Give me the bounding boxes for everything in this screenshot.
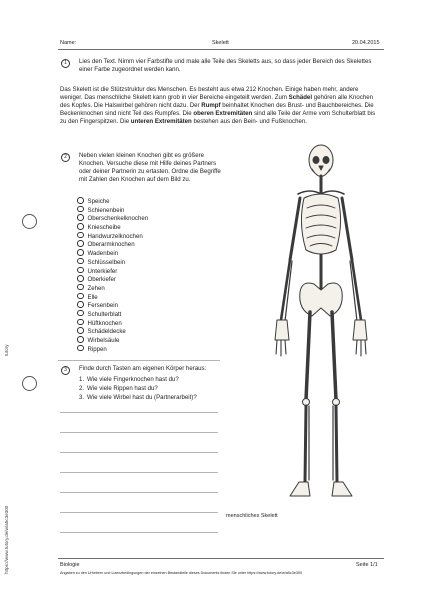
sidebar-brand: tutory: [4, 344, 9, 356]
term-item: [77, 336, 148, 345]
term-item: [77, 249, 148, 258]
left-kneecap-shape: [303, 399, 310, 406]
answer-line[interactable]: [60, 512, 218, 513]
term-obere-extremitaeten: oberen Extremitäten: [193, 110, 253, 118]
question-number: 1.: [79, 376, 85, 383]
number-circle-icon[interactable]: [77, 293, 84, 300]
right-humerus-shape: [342, 198, 352, 260]
question-text: Wie viele Fingerknochen hast du?: [87, 376, 179, 383]
term-item: [77, 284, 148, 293]
number-circle-icon[interactable]: [77, 197, 84, 204]
term-label: Schlüsselbein: [87, 258, 126, 266]
term-item: [77, 197, 148, 206]
number-circle-icon[interactable]: [77, 310, 84, 317]
term-item: [77, 214, 148, 223]
term-label: Zehen: [87, 284, 105, 292]
term-label: Oberschenkelknochen: [87, 215, 149, 223]
number-circle-icon[interactable]: [77, 240, 84, 247]
term-list: [77, 197, 148, 353]
question-item: [79, 375, 197, 384]
task-number-1: 1: [61, 59, 70, 68]
number-circle-icon[interactable]: [77, 301, 84, 308]
task3-rule: [58, 360, 220, 361]
term-label: Schienenbein: [87, 206, 125, 214]
footer-license: Angaben zu den Urhebern und Lizenzbedingungen der einzelnen Bestandteile dieses Dokuments finden Sie unter https://www.tutory.de/w/a5c3e300: [60, 571, 303, 575]
answer-line[interactable]: [60, 532, 218, 533]
term-label: Schulterblatt: [87, 310, 122, 318]
sidebar-url: https://www.tutory.de/w/a5c3e300: [4, 505, 9, 574]
left-foot-shape: [290, 482, 310, 496]
question-text: Wie viele Rippen hast du?: [87, 385, 158, 392]
answer-line[interactable]: [60, 432, 218, 433]
right-tibia-shape: [336, 406, 337, 482]
term-item: [77, 267, 148, 276]
right-kneecap-shape: [333, 399, 340, 406]
term-untere-extremitaeten: unteren Extremitäten: [130, 118, 192, 126]
left-tibia-shape: [305, 406, 306, 482]
number-circle-icon[interactable]: [77, 319, 84, 326]
header-rule: [58, 49, 384, 50]
answer-line[interactable]: [60, 412, 218, 413]
term-item: [77, 232, 148, 241]
number-circle-icon[interactable]: [77, 327, 84, 334]
term-rumpf: Rumpf: [201, 102, 221, 110]
punch-hole-top: [22, 214, 37, 229]
term-item: [77, 310, 148, 319]
left-humerus-shape: [290, 198, 300, 260]
number-circle-icon[interactable]: [77, 275, 84, 282]
skeleton-illustration: [268, 142, 374, 508]
question-number: 2.: [79, 385, 85, 392]
term-item: [77, 240, 148, 249]
term-label: Handwurzelknochen: [87, 232, 143, 240]
answer-line[interactable]: [60, 472, 218, 473]
intro-paragraph: Das Skelett ist die Stützstruktur des Menschen. Es besteht aus etwa 212 Knochen. Einige haben mehr, andere weniger. Das menschliche Skelett kann grob in vier Bereiche eingeteilt werden. Zum Schädel gehören alle Knochen des Kopfes. Die Halswirbel gehören nicht dazu. Der Rumpf beinhaltet Knochen des Brust- und Bauchbereiches. Die Beckenknochen sind nicht Teil des Rumpfes. Die oberen Extremitäten sind alle Teile der Arme vom Schulterblatt bis zu den Fingerspitzen. Die unteren Extremitäten bestehen aus den Bein- und Fußknochen.: [60, 86, 376, 126]
number-circle-icon[interactable]: [77, 267, 84, 274]
number-circle-icon[interactable]: [77, 284, 84, 291]
number-circle-icon[interactable]: [77, 223, 84, 230]
question-number: 3.: [79, 394, 85, 401]
term-item: [77, 345, 148, 354]
term-label: Fersenbein: [87, 302, 118, 310]
term-label: Oberarmknochen: [87, 241, 135, 249]
name-label: Name:: [60, 40, 77, 46]
number-circle-icon[interactable]: [77, 258, 84, 265]
number-circle-icon[interactable]: [77, 214, 84, 221]
number-circle-icon[interactable]: [77, 336, 84, 343]
footer-subject: Biologie: [60, 562, 80, 568]
right-femur-shape: [332, 312, 336, 400]
answer-line[interactable]: [60, 452, 218, 453]
task2-text: Neben vielen kleinen Knochen gibt es größere Knochen. Versuche diese mit Hilfe deines Partners oder deiner Partnerin zu ertasten. Ordne die Begriffe mit Zahlen den Knochen auf dem Bild zu.: [79, 152, 221, 184]
question-item: [79, 393, 197, 402]
term-item: [77, 223, 148, 232]
number-circle-icon[interactable]: [77, 345, 84, 352]
punch-hole-bottom: [22, 376, 37, 391]
question-list: [79, 375, 197, 402]
term-item: [77, 301, 148, 310]
term-item: [77, 319, 148, 328]
term-label: Hüftknochen: [87, 319, 122, 327]
right-hand-shape: [353, 320, 367, 340]
term-label: Rippen: [87, 345, 107, 353]
term-label: Elle: [87, 293, 98, 301]
term-item: [77, 275, 148, 284]
page-title: Skelett: [212, 40, 229, 46]
task-number-2: 2: [61, 153, 70, 162]
right-foot-shape: [332, 482, 352, 496]
term-label: Wirbelsäule: [87, 337, 120, 344]
date: 20.04.2015: [352, 40, 380, 46]
figure-caption: menschliches Skelett: [226, 513, 278, 519]
number-circle-icon[interactable]: [77, 206, 84, 213]
term-label: Oberkiefer: [87, 276, 116, 284]
term-label: Unterkiefer: [87, 267, 118, 275]
left-femur-shape: [306, 312, 310, 400]
term-item: [77, 206, 148, 215]
term-label: Kniescheibe: [87, 224, 121, 232]
term-item: [77, 327, 148, 336]
task-number-3: 3: [61, 366, 70, 375]
term-label: Speiche: [87, 198, 110, 205]
footer-page: Seite 1/1: [356, 562, 378, 568]
left-hand-shape: [275, 320, 289, 340]
task3-text: Finde durch Tasten am eigenen Körper heraus:: [79, 365, 207, 372]
task1-text: Lies den Text. Nimm vier Farbstifte und male alle Teile des Skeletts aus, so dass jeder Bereich des Skelettes einer Farbe zugeordnet werden kann.: [79, 58, 372, 74]
term-label: Wadenbein: [87, 250, 119, 258]
number-circle-icon[interactable]: [77, 232, 84, 239]
footer-rule: [58, 558, 384, 559]
term-schaedel: Schädel: [288, 94, 313, 102]
question-item: [79, 384, 197, 393]
ribcage-shape: [301, 194, 340, 254]
question-text: Wie viele Wirbel hast du (Partnerarbeit)?: [87, 394, 197, 401]
answer-line[interactable]: [60, 492, 218, 493]
number-circle-icon[interactable]: [77, 249, 84, 256]
term-label: Schädeldecke: [87, 328, 126, 336]
term-item: [77, 293, 148, 302]
term-item: [77, 258, 148, 267]
